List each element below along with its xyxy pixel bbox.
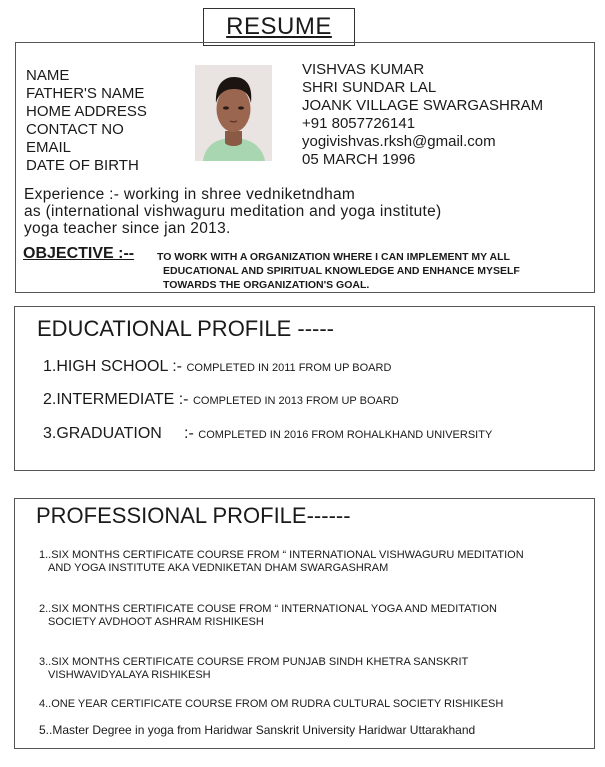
- professional-line: VISHWAVIDYALAYA RISHIKESH: [48, 669, 211, 681]
- resume-title-box: [203, 8, 355, 46]
- personal-values: [302, 61, 543, 169]
- objective-label: OBJECTIVE :--: [23, 245, 135, 262]
- education-detail: COMPLETED IN 2011 FROM UP BOARD: [186, 362, 392, 374]
- objective-line: EDUCATIONAL AND SPIRITUAL KNOWLEDGE AND ENHANCE MYSELF: [163, 265, 520, 277]
- personal-labels: [26, 67, 147, 175]
- professional-line: SOCIETY AVDHOOT ASHRAM RISHIKESH: [48, 616, 264, 628]
- label-name: NAME: [26, 67, 70, 84]
- professional-item-1: [39, 549, 524, 575]
- label-date-of-birth: DATE OF BIRTH: [26, 157, 139, 174]
- professional-line: 1..SIX MONTHS CERTIFICATE COURSE FROM “ INTERNATIONAL VISHWAGURU MEDITATION: [39, 549, 524, 561]
- professional-line: 3..SIX MONTHS CERTIFICATE COURSE FROM PUNJAB SINDH KHETRA SANSKRIT: [39, 656, 469, 668]
- professional-line: 4..ONE YEAR CERTIFICATE COURSE FROM OM RUDRA CULTURAL SOCIETY RISHIKESH: [39, 698, 504, 710]
- value-email: yogivishvas.rksh@gmail.com: [302, 133, 496, 150]
- value-name: VISHVAS KUMAR: [302, 61, 425, 78]
- experience-line: yoga teacher since jan 2013.: [24, 220, 231, 237]
- experience-line: Experience :- working in shree vedniketndham: [24, 186, 356, 203]
- education-head: 1.HIGH SCHOOL :-: [43, 358, 182, 375]
- objective-line: TO WORK WITH A ORGANIZATION WHERE I CAN IMPLEMENT MY ALL: [157, 251, 510, 263]
- education-item-high-school: [43, 358, 391, 376]
- value-contact-no: +91 8057726141: [302, 115, 416, 132]
- resume-title: RESUME: [226, 13, 332, 40]
- professional-item-4: [39, 698, 503, 711]
- education-head: 2.INTERMEDIATE :-: [43, 391, 189, 408]
- education-detail: COMPLETED IN 2013 FROM UP BOARD: [192, 395, 399, 407]
- educational-profile-title: EDUCATIONAL PROFILE -----: [37, 316, 335, 341]
- value-home-address: JOANK VILLAGE SWARGASHRAM: [302, 97, 544, 114]
- professional-line: AND YOGA INSTITUTE AKA VEDNIKETAN DHAM SWARGASHRAM: [48, 562, 389, 574]
- experience-line: as (international vishwaguru meditation and yoga institute): [24, 203, 442, 220]
- experience-block: [24, 186, 441, 237]
- professional-item-2: [39, 603, 497, 629]
- professional-line: 2..SIX MONTHS CERTIFICATE COUSE FROM “ INTERNATIONAL YOGA AND MEDITATION: [39, 603, 497, 615]
- label-contact-no: CONTACT NO: [26, 121, 124, 138]
- education-item-graduation: [43, 425, 492, 443]
- professional-item-3: [39, 656, 468, 682]
- profile-photo: [195, 65, 272, 161]
- profile-photo-illustration: [195, 65, 272, 161]
- education-head: 3.GRADUATION :-: [43, 425, 194, 442]
- value-date-of-birth: 05 MARCH 1996: [302, 151, 416, 168]
- objective-line: TOWARDS THE ORGANIZATION'S GOAL.: [163, 279, 370, 291]
- education-detail: COMPLETED IN 2016 FROM ROHALKHAND UNIVERSITY: [198, 429, 493, 441]
- value-fathers-name: SHRI SUNDAR LAL: [302, 79, 437, 96]
- label-home-address: HOME ADDRESS: [26, 103, 147, 120]
- professional-item-5: 5..Master Degree in yoga from Haridwar Sanskrit University Haridwar Uttarakhand: [39, 723, 476, 737]
- education-item-intermediate: [43, 391, 399, 409]
- objective-text: [157, 250, 520, 292]
- label-email: EMAIL: [26, 139, 72, 156]
- professional-profile-title: PROFESSIONAL PROFILE------: [36, 503, 351, 528]
- label-fathers-name: FATHER'S NAME: [26, 85, 145, 102]
